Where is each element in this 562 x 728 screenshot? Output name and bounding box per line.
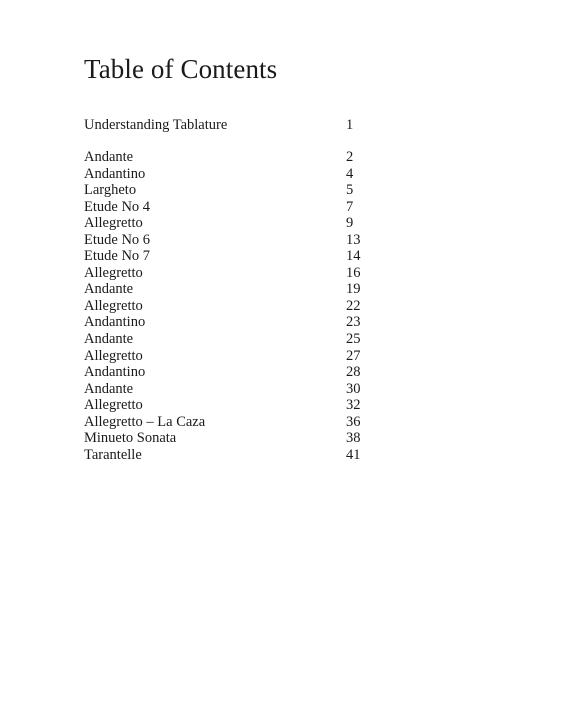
toc-entry-title: Etude No 4: [84, 198, 151, 215]
toc-entry-title: Allegretto – La Caza: [84, 413, 206, 430]
toc-entry-title: Largheto: [84, 182, 137, 199]
toc-entry-page-number: 2: [346, 149, 354, 165]
toc-entry-page-number: 4: [346, 165, 354, 182]
toc-entry: [84, 149, 384, 166]
toc-entry: [84, 232, 384, 249]
toc-list: [84, 149, 384, 463]
toc-entry-page-number: 1: [346, 117, 354, 133]
toc-entry-page-number: 16: [346, 264, 361, 281]
toc-entry-title: Allegretto: [84, 347, 143, 364]
toc-entry-page-number: 27: [346, 347, 361, 364]
toc-entry-page-number: 13: [346, 231, 361, 248]
toc-entry-title: Minueto Sonata: [84, 430, 177, 447]
page-title: Table of Contents: [84, 54, 278, 84]
toc-entry-page-number: 41: [346, 446, 361, 463]
toc-entry-title: Andantino: [84, 165, 146, 182]
toc-entry: [84, 265, 384, 282]
toc-entry: [84, 447, 384, 464]
toc-entry-page-number: 5: [346, 182, 354, 199]
toc-entry-title: Andante: [84, 281, 134, 298]
toc-entry-page-number: 23: [346, 314, 361, 331]
toc-entry-title: Allegretto: [84, 297, 143, 314]
toc-entry: [84, 414, 384, 431]
toc-entry: [84, 182, 384, 199]
toc-entry-title: Allegretto: [84, 397, 143, 414]
toc-entry-title: Andante: [84, 331, 134, 348]
toc-entry-title: Andantino: [84, 314, 146, 331]
toc-entry: [84, 364, 384, 381]
toc-entry-page-number: 30: [346, 380, 361, 397]
toc-entry-page-number: 25: [346, 331, 361, 348]
toc-entry-title: Andante: [84, 380, 134, 397]
toc-entry: [84, 348, 384, 365]
toc-entry-title: Allegretto: [84, 264, 143, 281]
toc-entry: [84, 215, 384, 232]
toc-entry-title: Allegretto: [84, 215, 143, 232]
toc-entry-page-number: 38: [346, 430, 361, 447]
toc-entry: [84, 281, 384, 298]
toc-entry-page-number: 32: [346, 397, 361, 414]
toc-entry-page-number: 36: [346, 413, 361, 430]
toc-entry-title: Understanding Tablature: [84, 117, 228, 133]
toc-entry: [84, 397, 384, 414]
toc-entry: [84, 331, 384, 348]
toc-entry-page-number: 19: [346, 281, 361, 298]
toc-entry-intro: [84, 116, 384, 134]
toc-entry-page-number: 14: [346, 248, 361, 265]
toc-entry-page-number: 28: [346, 364, 361, 381]
toc-entry: [84, 430, 384, 447]
toc-entry: [84, 381, 384, 398]
toc-entry: [84, 298, 384, 315]
toc-entry: [84, 248, 384, 265]
toc-entry: [84, 199, 384, 216]
toc-entry-page-number: 7: [346, 198, 354, 215]
toc-entry-title: Tarantelle: [84, 446, 142, 463]
toc-entry-title: Etude No 7: [84, 248, 151, 265]
toc-entry: [84, 166, 384, 183]
toc-entry-title: Andante: [84, 149, 134, 165]
toc-entry-page-number: 22: [346, 297, 361, 314]
toc-entry: [84, 314, 384, 331]
toc-entry-title: Andantino: [84, 364, 146, 381]
toc-entry-page-number: 9: [346, 215, 354, 232]
toc-entry-title: Etude No 6: [84, 231, 151, 248]
